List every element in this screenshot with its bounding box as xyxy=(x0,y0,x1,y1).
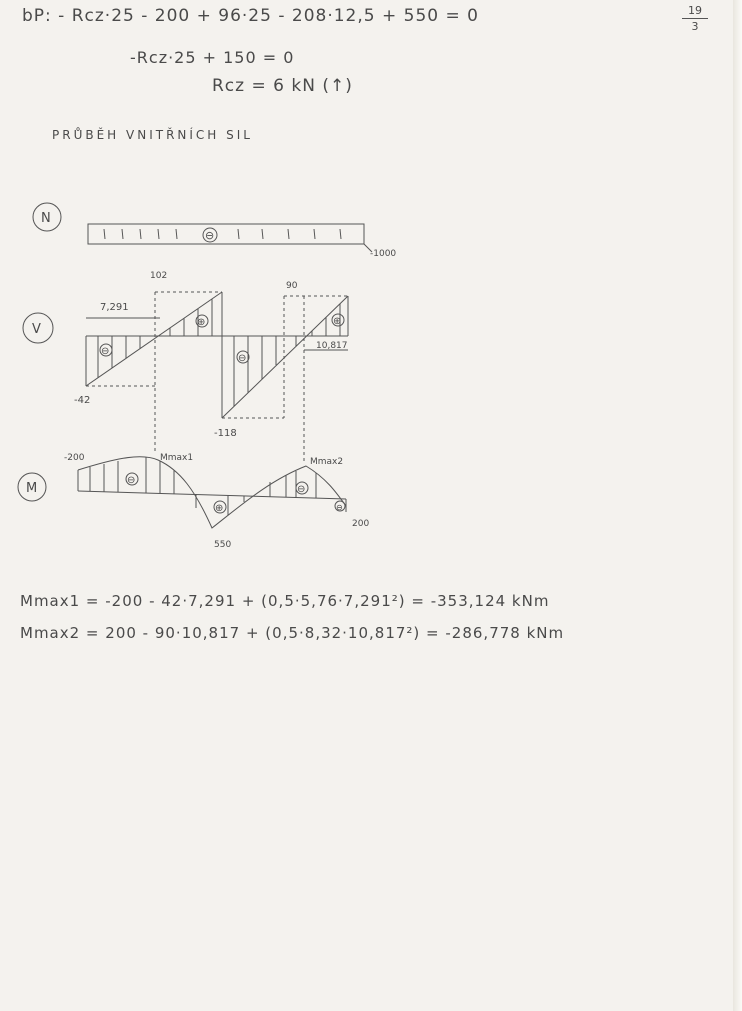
value-v-90: 90 xyxy=(286,281,298,291)
sign-v2: ⊕ xyxy=(197,317,206,328)
normal-force-band xyxy=(88,224,364,244)
value-m-550: 550 xyxy=(214,540,232,550)
sign-m4: ⊖ xyxy=(336,503,343,512)
value-m-neg200: -200 xyxy=(64,453,85,463)
sign-m1: ⊖ xyxy=(127,475,136,486)
value-m-200: 200 xyxy=(352,519,370,529)
sign-v3: ⊖ xyxy=(238,353,247,364)
sign-v1: ⊖ xyxy=(101,346,110,357)
sign-m3: ⊖ xyxy=(297,484,306,495)
label-n: N xyxy=(41,211,51,226)
sign-m2: ⊕ xyxy=(215,503,224,514)
value-n: -1000 xyxy=(370,249,397,259)
page-number xyxy=(682,4,708,33)
dimension-10817: 10,817 xyxy=(316,341,348,351)
page-number-numerator: 19 xyxy=(682,4,708,19)
label-v: V xyxy=(32,322,41,337)
equation-result: Rcz = 6 kN (↑) xyxy=(212,76,353,96)
section-heading: PRŮBĚH VNITŘNÍCH SIL xyxy=(52,128,253,142)
value-v-102: 102 xyxy=(150,271,168,281)
label-m: M xyxy=(26,481,38,496)
result-mmax1: Mmax1 = -200 - 42·7,291 + (0,5·5,76·7,291²) = -353,124 kNm xyxy=(20,592,550,610)
sign-v4: ⊕ xyxy=(333,316,342,327)
moment-hatching xyxy=(90,457,316,515)
value-v-neg42: -42 xyxy=(74,395,91,406)
result-mmax2: Mmax2 = 200 - 90·10,817 + (0,5·8,32·10,817²) = -286,778 kNm xyxy=(20,624,565,642)
normal-force-hatching xyxy=(104,229,341,239)
label-mmax1: Mmax1 xyxy=(160,453,194,463)
equation-simplified: -Rcz·25 + 150 = 0 xyxy=(130,48,295,67)
page-number-denominator: 3 xyxy=(691,20,699,33)
equation-moment-sum: bP: - Rcz·25 - 200 + 96·25 - 208·12,5 + 550 = 0 xyxy=(22,6,479,26)
dimension-7291: 7,291 xyxy=(100,302,129,313)
sign-n: ⊖ xyxy=(205,229,215,242)
label-mmax2: Mmax2 xyxy=(310,457,344,467)
internal-forces-diagram xyxy=(0,190,742,560)
value-v-neg118: -118 xyxy=(214,428,237,439)
